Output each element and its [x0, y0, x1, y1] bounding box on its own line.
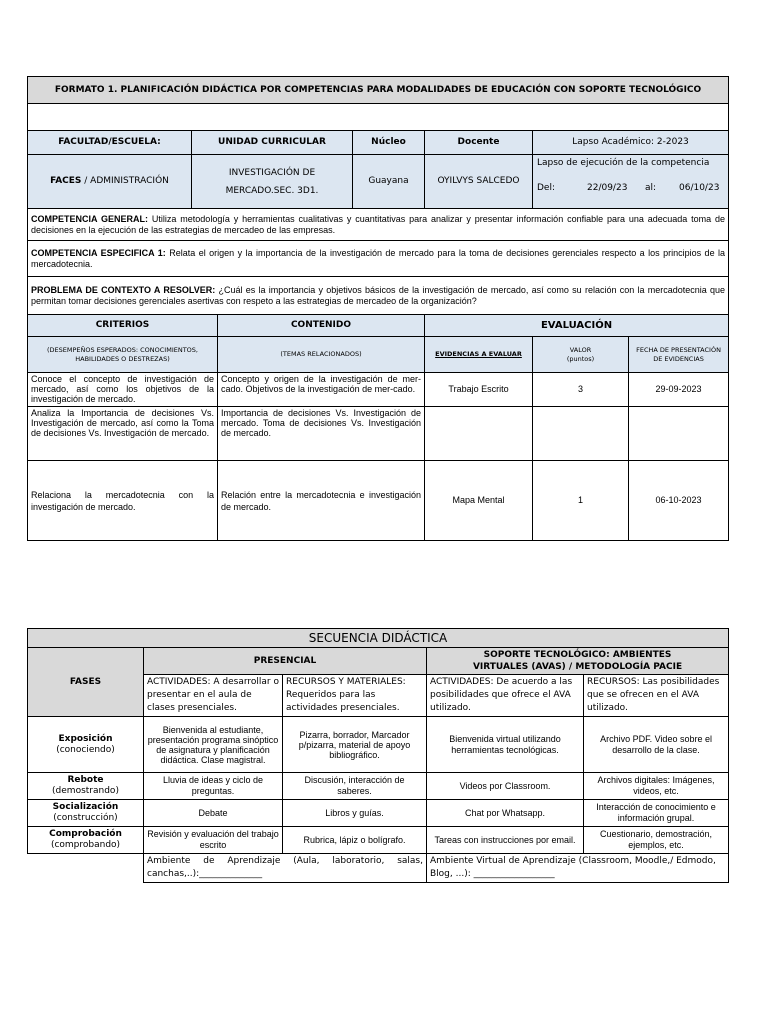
rec-presencial-4: Rubrica, lápiz o bolígrafo. — [283, 827, 427, 854]
unidad-line2: MERCADO.SEC. 3D1. — [225, 185, 319, 196]
soporte-line1: SOPORTE TECNOLÓGICO: AMBIENTES — [483, 650, 672, 660]
soporte-line2: VIRTUALES (AVAS) / METODOLOGÍA PACIE — [472, 662, 683, 672]
lapso-label: Lapso Académico: 2-2023 — [533, 131, 729, 155]
empty-row — [28, 104, 729, 131]
actividades-presencial-header: ACTIVIDADES: A desarrollar o presentar en el aula de clases presenciales. — [144, 675, 283, 717]
act-virtual-4: Tareas con instrucciones por email. — [427, 827, 584, 854]
contenido-header: CONTENIDO — [218, 315, 425, 337]
contenido-row-3: Relación entre la mercadotecnia e investigación de mercado. — [218, 461, 425, 541]
fase-rebote — [28, 773, 144, 800]
act-presencial-2: Lluvia de ideas y ciclo de preguntas. — [144, 773, 283, 800]
evidencia-row-2 — [425, 407, 533, 461]
criterio-row-3: Relaciona la mercadotecnia con la investigación de mercado. — [28, 461, 218, 541]
criterio-row-1: Conoce el concepto de investigación de mercado, así como los objetivos de la investigación de mercado. — [28, 373, 218, 407]
contenido-row-2: Importancia de decisiones Vs. Investigación de mercado. Toma de decisiones Vs. Investigación de mercado. — [218, 407, 425, 461]
evidencia-row-1: Trabajo Escrito — [425, 373, 533, 407]
rec-virtual-1: Archivo PDF. Video sobre el desarrollo de la clase. — [584, 717, 729, 773]
form-title: FORMATO 1. PLANIFICACIÓN DIDÁCTICA POR COMPETENCIAS PARA MODALIDADES DE EDUCACIÓN CON SOPORTE TECNOLÓGICO — [28, 77, 729, 104]
problema-contexto — [28, 277, 729, 315]
fase-name-2: Rebote — [67, 775, 104, 785]
faculty-cell — [28, 155, 192, 209]
puntos-label: (puntos) — [566, 354, 595, 363]
fecha-row-1: 29-09-2023 — [629, 373, 729, 407]
presencial-header: PRESENCIAL — [144, 648, 427, 675]
fecha-row-2 — [629, 407, 729, 461]
del-label: Del: — [537, 183, 555, 193]
rec-virtual-3: Interacción de conocimiento e información grupal. — [584, 800, 729, 827]
docente-label: Docente — [425, 131, 533, 155]
valor-row-3: 1 — [533, 461, 629, 541]
act-presencial-4: Revisión y evaluación del trabajo escrito — [144, 827, 283, 854]
fase-comprobacion — [28, 827, 144, 854]
fase-exposicion — [28, 717, 144, 773]
fecha-row-3: 06-10-2023 — [629, 461, 729, 541]
ambiente-virtual: Ambiente Virtual de Aprendizaje (Classroom, Moodle,/ Edmodo, Blog, ...): __________________ — [427, 854, 729, 883]
faces-text: FACES — [50, 176, 82, 186]
contenido-row-1: Concepto y origen de la investigación de mer-cado. Objetivos de la investigación de mer-cado. — [218, 373, 425, 407]
unidad-line1: INVESTIGACIÓN DE — [228, 167, 316, 178]
lapso-ejecucion-label: Lapso de ejecución de la competencia — [537, 158, 710, 168]
evidencias-header: EVIDENCIAS A EVALUAR — [425, 337, 533, 373]
soporte-header — [427, 648, 729, 675]
evidencia-row-3: Mapa Mental — [425, 461, 533, 541]
evaluacion-header: EVALUACIÓN — [425, 315, 729, 337]
competencia-general — [28, 209, 729, 241]
fase-name-4: Comprobación — [49, 829, 122, 839]
nucleo-value: Guayana — [353, 155, 425, 209]
planificacion-table — [27, 76, 729, 541]
secuencia-didactica-table — [27, 628, 729, 883]
unidad-cell — [192, 155, 353, 209]
criterio-row-2: Analiza la Importancia de decisiones Vs. Investigación de mercado, así como la Toma de decisiones Vs. Investigación de mercado. — [28, 407, 218, 461]
criterios-header: CRITERIOS — [28, 315, 218, 337]
docente-value: OYILVYS SALCEDO — [425, 155, 533, 209]
facultad-label: FACULTAD/ESCUELA: — [28, 131, 192, 155]
problema-label: PROBLEMA DE CONTEXTO A RESOLVER: — [31, 284, 216, 295]
unidad-label: UNIDAD CURRICULAR — [192, 131, 353, 155]
act-virtual-1: Bienvenida virtual utilizando herramientas tecnológicas. — [427, 717, 584, 773]
fase-sub-4: (comprobando) — [50, 840, 121, 850]
valor-label: VALOR — [569, 345, 592, 354]
competencia-general-label: COMPETENCIA GENERAL: — [31, 213, 149, 224]
competencia-general-text: Utiliza metodología y herramientas cualitativas y cuantitativas para analizar y presentar información confiable para una adecuada toma de decisiones en la ejecución de las estrategias de mercadeo de las empresas. — [31, 213, 726, 235]
rec-presencial-3: Libros y guías. — [283, 800, 427, 827]
rec-presencial-1: Pizarra, borrador, Marcador p/pizarra, material de apoyo bibliográfico. — [283, 717, 427, 773]
criterios-subheader: (DESEMPEÑOS ESPERADOS: CONOCIMIENTOS, HABILIDADES O DESTREZAS) — [28, 337, 218, 373]
valor-header — [533, 337, 629, 373]
rec-virtual-2: Archivos digitales: Imágenes, videos, etc. — [584, 773, 729, 800]
rec-presencial-2: Discusión, interacción de saberes. — [283, 773, 427, 800]
recursos-virtual-header: RECURSOS: Las posibilidades que se ofrecen en el AVA utilizado. — [584, 675, 729, 717]
al-value: 06/10/23 — [679, 183, 720, 193]
contenido-subheader: (TEMAS RELACIONADOS) — [218, 337, 425, 373]
ambiente-presencial: Ambiente de Aprendizaje (Aula, laboratorio, salas, canchas,..):______________ — [144, 854, 427, 883]
competencia-especifica — [28, 241, 729, 277]
competencia-especifica-text: Relata el origen y la importancia de la investigación de mercado para la toma de decisiones gerenciales respecto a los principios de la mercadotecnia. — [31, 247, 726, 269]
blank-cell — [28, 854, 144, 883]
fase-sub-2: (demostrando) — [52, 786, 119, 796]
al-label: al: — [645, 183, 657, 193]
act-presencial-1: Bienvenida al estudiante, presentación programa sinóptico de asignatura y planificación didáctica. Clase magistral. — [144, 717, 283, 773]
secuencia-title: SECUENCIA DIDÁCTICA — [28, 629, 729, 648]
fase-name-1: Exposición — [58, 733, 113, 744]
valor-row-1: 3 — [533, 373, 629, 407]
fase-sub-1: (conociendo) — [56, 744, 115, 755]
recursos-presencial-header: RECURSOS Y MATERIALES: Requeridos para las actividades presenciales. — [283, 675, 427, 717]
faces-rest: / ADMINISTRACIÓN — [81, 176, 169, 186]
rec-virtual-4: Cuestionario, demostración, ejemplos, etc. — [584, 827, 729, 854]
act-presencial-3: Debate — [144, 800, 283, 827]
fecha-header: FECHA DE PRESENTACIÓN DE EVIDENCIAS — [629, 337, 729, 373]
fase-sub-3: (construcción) — [53, 813, 118, 823]
fase-socializacion — [28, 800, 144, 827]
competencia-especifica-label: COMPETENCIA ESPECIFICA 1: — [31, 247, 166, 258]
problema-text: ¿Cuál es la importancia y objetivos básicos de la investigación de mercado, así como su relación con la mercadotecnia que permitan tomar decisiones gerenciales asertivas con respeto a las estrategias de mercadeo de la organización? — [31, 284, 726, 306]
actividades-virtual-header: ACTIVIDADES: De acuerdo a las posibilidades que ofrece el AVA utilizado. — [427, 675, 584, 717]
nucleo-label: Núcleo — [353, 131, 425, 155]
lapso-ejecucion-cell — [533, 155, 729, 209]
act-virtual-2: Videos por Classroom. — [427, 773, 584, 800]
fase-name-3: Socialización — [52, 802, 119, 812]
act-virtual-3: Chat por Whatsapp. — [427, 800, 584, 827]
fases-header: FASES — [28, 648, 144, 717]
del-value: 22/09/23 — [587, 183, 628, 193]
valor-row-2 — [533, 407, 629, 461]
